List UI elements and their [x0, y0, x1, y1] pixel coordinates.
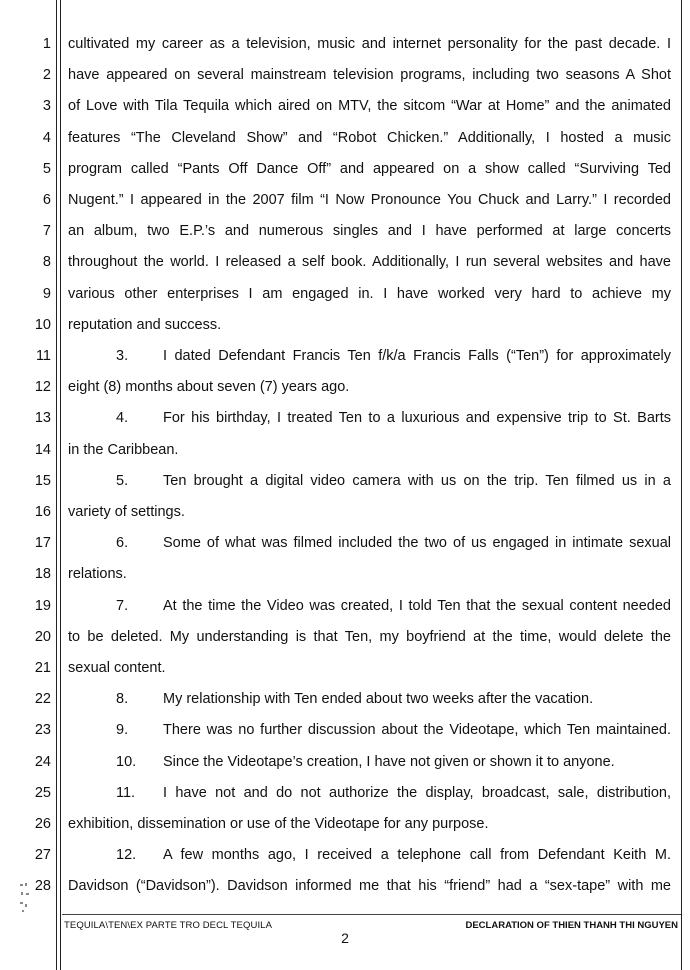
pleading-line — [0, 684, 690, 715]
line-text — [68, 216, 671, 247]
paragraph-number: 10. — [116, 753, 137, 770]
line-number: 24 — [34, 753, 51, 770]
line-number: 3 — [42, 98, 51, 115]
line-text — [68, 715, 671, 746]
line-body: My relationship with Ten ended about two weeks after the vacation. — [163, 691, 594, 708]
line-body: There was no further discussion about the Videotape, which Ten maintained. — [163, 722, 671, 739]
line-text — [68, 341, 671, 372]
line-text — [68, 559, 671, 590]
pleading-line — [0, 559, 690, 590]
line-number: 16 — [34, 504, 51, 520]
line-text — [68, 185, 671, 216]
line-number: 22 — [34, 691, 51, 708]
paragraph-number: 9. — [116, 722, 129, 739]
line-number: 28 — [34, 878, 51, 895]
paragraph-number: 4. — [116, 410, 129, 427]
line-body: Ten brought a digital video camera with us on the trip. Ten filmed us in a — [163, 472, 671, 489]
pleading-line — [0, 310, 690, 341]
line-body: A few months ago, I received a telephone call from Defendant Keith M. — [163, 847, 671, 864]
line-body: features “The Cleveland Show” and “Robot Chicken.” Additionally, I hosted a music — [68, 129, 671, 146]
line-body: in the Caribbean. — [68, 441, 179, 458]
line-body: For his birthday, I treated Ten to a luxurious and expensive trip to St. Barts — [163, 410, 671, 427]
pleading-line — [0, 154, 690, 185]
pleading-line — [0, 591, 690, 622]
line-body: an album, two E.P.’s and numerous singles and I have performed at large concerts — [68, 223, 671, 240]
footer-rule — [62, 914, 681, 915]
pleading-line — [0, 778, 690, 809]
line-body: exhibition, dissemination or use of the Videotape for any purpose. — [68, 816, 489, 832]
line-text — [68, 809, 671, 840]
line-text — [68, 840, 671, 871]
paragraph-number: 6. — [116, 535, 129, 552]
line-text — [68, 279, 671, 310]
line-number: 5 — [42, 160, 51, 177]
pleading-line — [0, 403, 690, 434]
line-number: 1 — [42, 36, 51, 52]
line-text — [68, 123, 671, 154]
pleading-line — [0, 60, 690, 91]
pleading-line — [0, 341, 690, 372]
line-text — [68, 684, 671, 715]
pleading-line — [0, 279, 690, 310]
line-number: 9 — [42, 285, 51, 302]
pleading-line — [0, 91, 690, 122]
paragraph-number: 7. — [116, 597, 129, 614]
page-number: 2 — [341, 930, 349, 946]
line-body: have appeared on several mainstream television programs, including two seasons A Shot — [68, 67, 671, 84]
paragraph-number: 5. — [116, 472, 129, 489]
line-body: Since the Videotape’s creation, I have not given or shown it to anyone. — [163, 753, 615, 770]
line-text — [68, 372, 671, 403]
pleading-line — [0, 809, 690, 840]
pleading-line — [0, 247, 690, 278]
line-number: 14 — [34, 441, 51, 458]
line-text — [68, 622, 671, 653]
line-text — [68, 778, 671, 809]
line-body: relations. — [68, 566, 127, 583]
line-body: variety of settings. — [68, 504, 185, 520]
line-text — [68, 528, 671, 559]
pleading-line — [0, 747, 690, 778]
line-text — [68, 653, 671, 684]
line-text — [68, 60, 671, 91]
line-number: 17 — [34, 535, 51, 552]
line-number: 19 — [34, 597, 51, 614]
line-body: various other enterprises I am engaged in. I have worked very hard to achieve my — [68, 285, 671, 302]
line-number: 18 — [34, 566, 51, 583]
line-body: Some of what was filmed included the two of us engaged in intimate sexual — [163, 535, 671, 552]
line-number: 20 — [34, 628, 51, 645]
line-text — [68, 310, 671, 341]
line-number: 12 — [34, 379, 51, 396]
line-number: 10 — [34, 316, 51, 333]
line-text — [68, 871, 671, 902]
line-body: of Love with Tila Tequila which aired on MTV, the sitcom “War at Home” and the animated — [68, 98, 671, 115]
paragraph-number: 11. — [116, 784, 136, 801]
footer-file-reference: TEQUILA\TEN\EX PARTE TRO DECL TEQUILA — [64, 920, 273, 931]
pleading-line — [0, 185, 690, 216]
pleading-line — [0, 216, 690, 247]
pleading-line — [0, 871, 690, 902]
pleading-line — [0, 653, 690, 684]
line-text — [68, 591, 671, 622]
line-number: 11 — [35, 348, 51, 364]
line-text — [68, 91, 671, 122]
paragraph-number: 8. — [116, 691, 129, 708]
line-number: 13 — [34, 410, 51, 427]
line-body: cultivated my career as a television, music and internet personality for the past decade. I — [68, 36, 671, 52]
line-number: 4 — [42, 129, 51, 146]
pleading-line — [0, 372, 690, 403]
line-body: throughout the world. I released a self book. Additionally, I run several websites and have — [68, 254, 671, 271]
line-number: 15 — [34, 472, 51, 489]
line-number: 23 — [34, 722, 51, 739]
pleading-line — [0, 497, 690, 528]
line-text — [68, 497, 671, 528]
paragraph-number: 3. — [116, 348, 129, 364]
pleading-line — [0, 29, 690, 60]
pleading-line — [0, 715, 690, 746]
line-body: Nugent.” I appeared in the 2007 film “I Now Pronounce You Chuck and Larry.” I recorded — [68, 192, 671, 208]
pleading-line — [0, 840, 690, 871]
line-text — [68, 154, 671, 185]
pleading-line — [0, 622, 690, 653]
line-text — [68, 403, 671, 434]
line-number: 25 — [34, 784, 51, 801]
line-number: 6 — [42, 192, 51, 208]
line-text — [68, 29, 671, 60]
line-body: reputation and success. — [68, 316, 222, 333]
line-body: Davidson (“Davidson”). Davidson informed me that his “friend” had a “sex-tape” with me — [68, 878, 671, 895]
line-number: 26 — [34, 816, 51, 832]
line-body: eight (8) months about seven (7) years ago. — [68, 379, 350, 396]
line-text — [68, 247, 671, 278]
line-number: 2 — [42, 67, 51, 84]
line-body: to be deleted. My understanding is that Ten, my boyfriend at the time, would delete the — [68, 628, 671, 645]
paragraph-number: 12. — [116, 847, 137, 864]
line-number: 27 — [34, 847, 51, 864]
line-text — [68, 435, 671, 466]
line-body: At the time the Video was created, I told Ten that the sexual content needed — [163, 597, 671, 614]
line-text — [68, 466, 671, 497]
pleading-line — [0, 528, 690, 559]
pleading-line — [0, 466, 690, 497]
footer-document-title: DECLARATION OF THIEN THANH THI NGUYEN — [465, 920, 678, 931]
line-number: 21 — [34, 660, 51, 676]
fax-stamp-mark — [18, 880, 36, 916]
line-body: program called “Pants Off Dance Off” and appeared on a show called “Surviving Ted — [68, 160, 671, 177]
pleading-line — [0, 123, 690, 154]
line-body: I dated Defendant Francis Ten f/k/a Francis Falls (“Ten”) for approximately — [163, 348, 671, 364]
pleading-line — [0, 435, 690, 466]
line-body: sexual content. — [68, 660, 166, 676]
line-number: 8 — [42, 254, 51, 271]
line-number: 7 — [42, 223, 51, 240]
line-text — [68, 747, 671, 778]
line-body: I have not and do not authorize the display, broadcast, sale, distribution, — [163, 784, 671, 801]
